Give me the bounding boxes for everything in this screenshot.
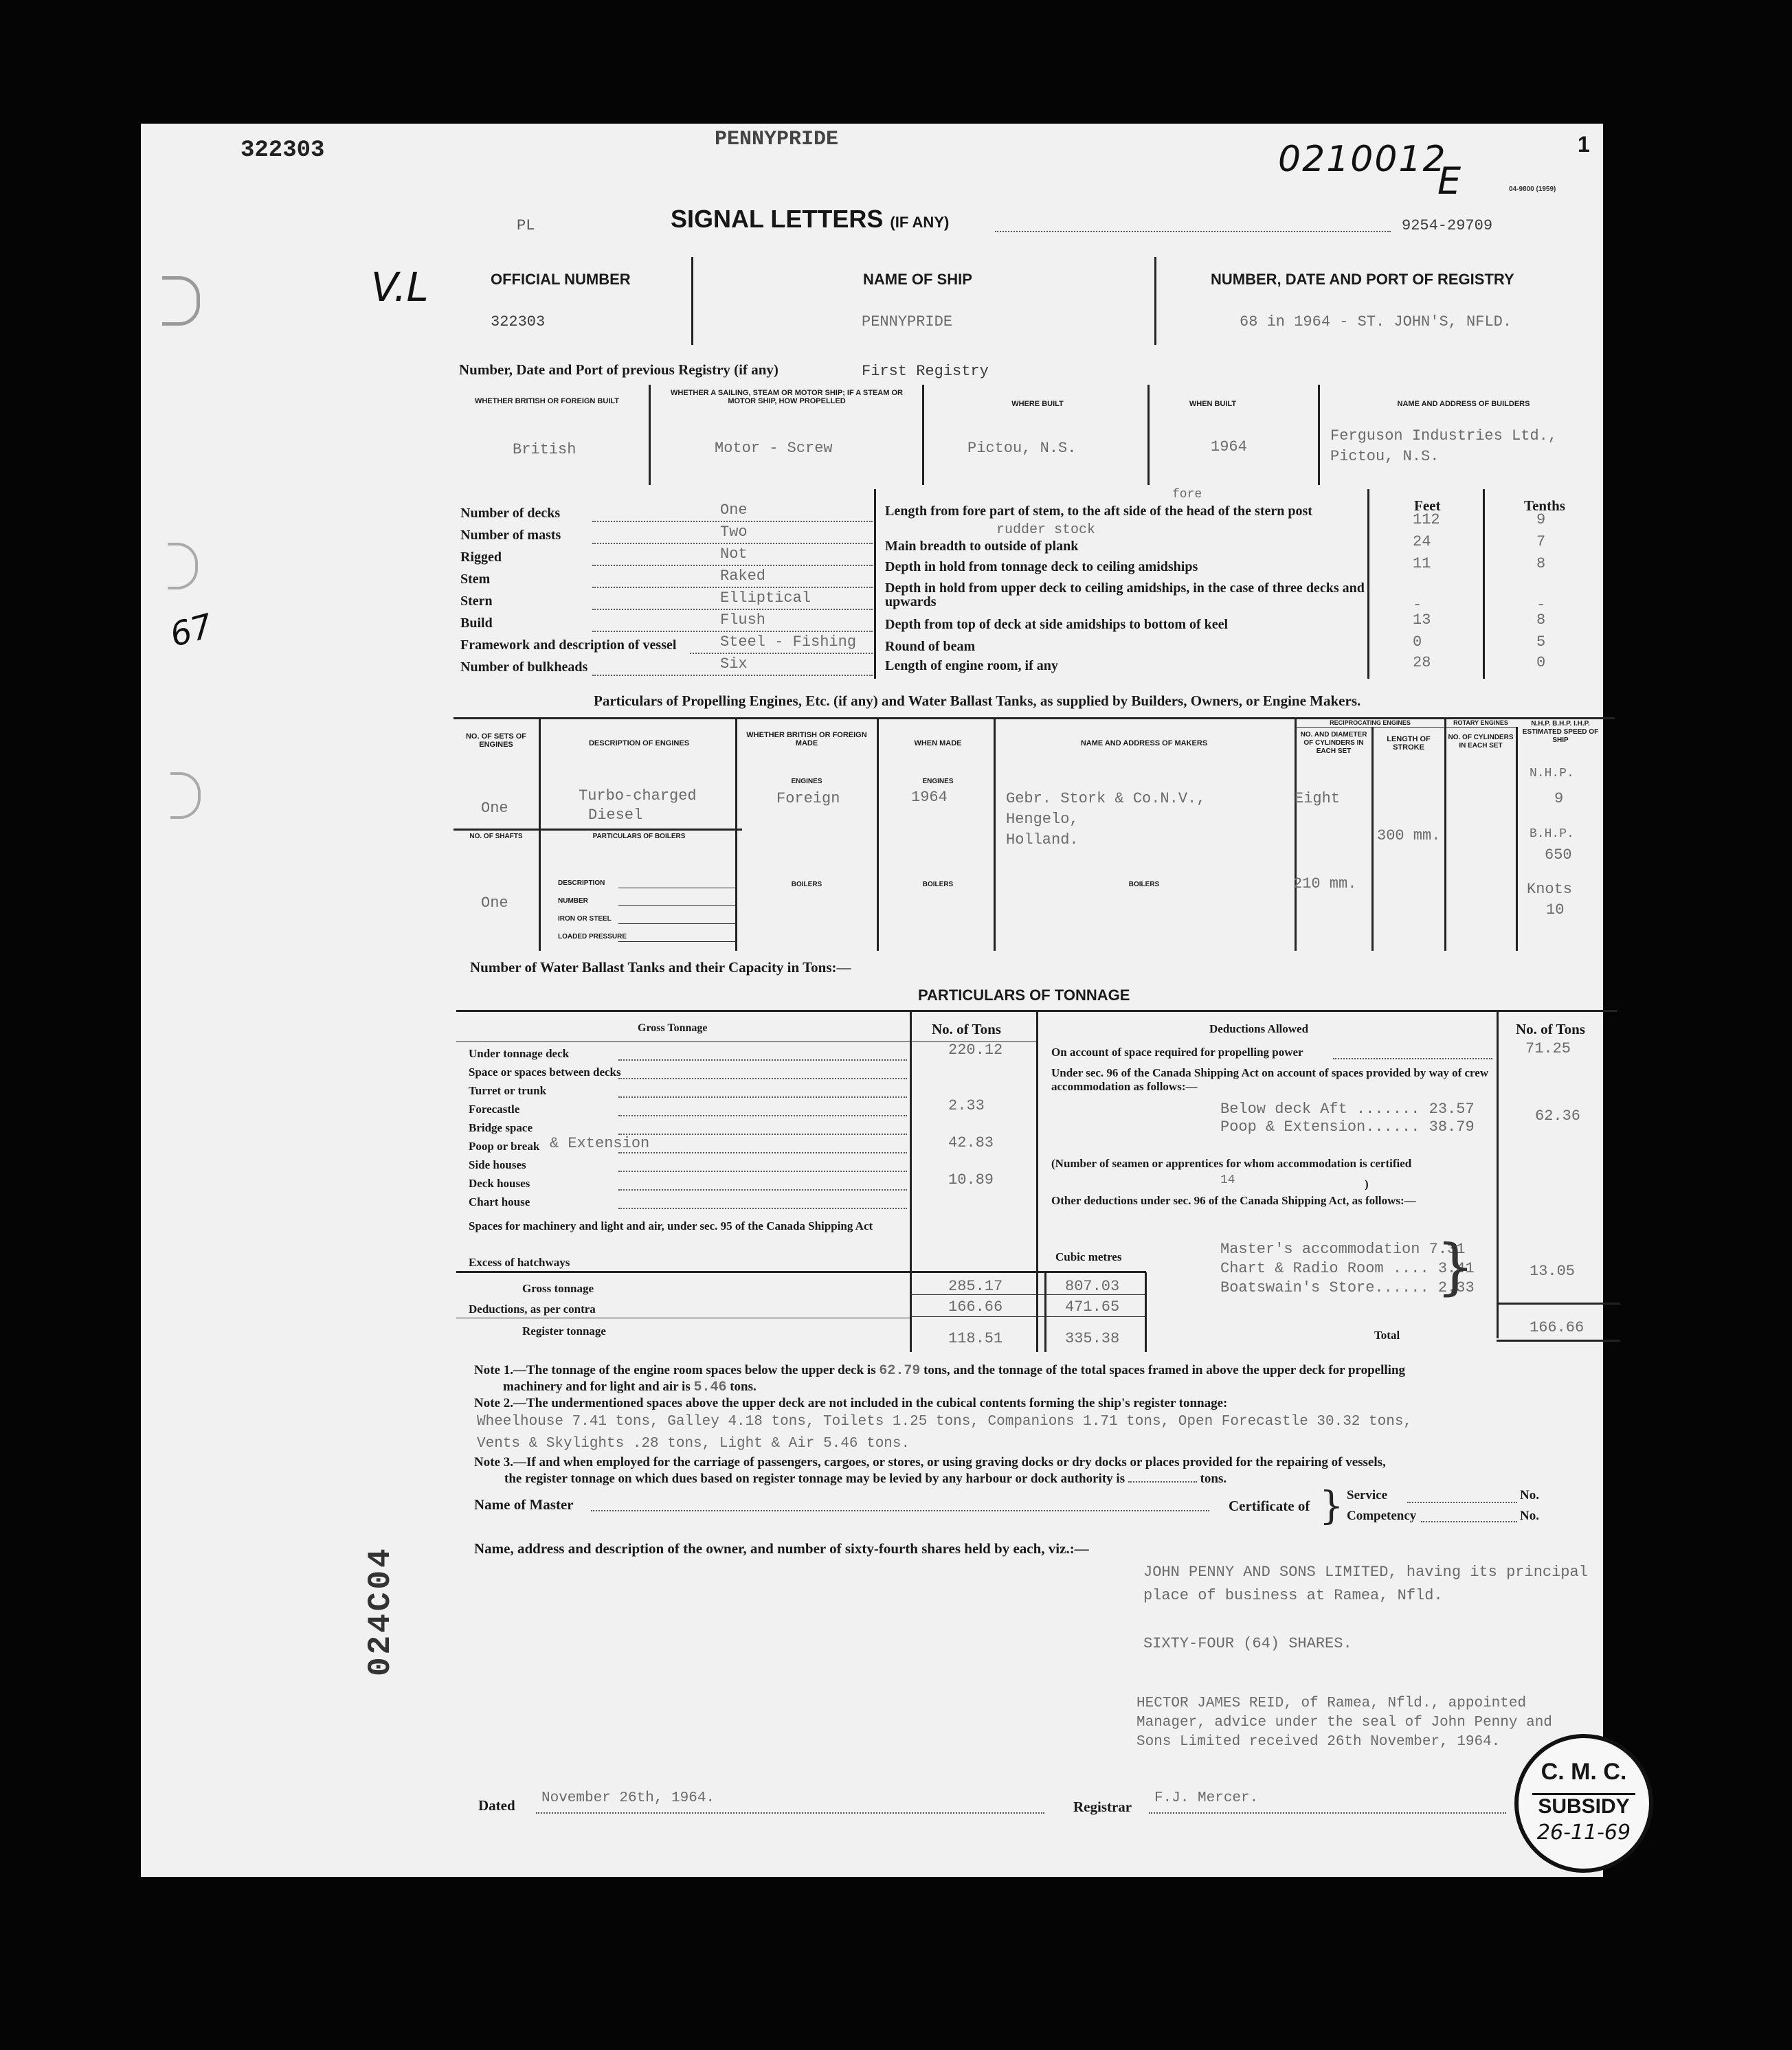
particular-feet: 13 bbox=[1413, 611, 1431, 629]
particular-dimension-label: Length of engine room, if any bbox=[885, 658, 1058, 673]
poop-insert: & Extension bbox=[550, 1135, 650, 1152]
particular-tenths: 5 bbox=[1536, 633, 1546, 651]
punch-hole-1 bbox=[162, 276, 200, 326]
particular-label: Rigged bbox=[460, 550, 502, 565]
feet-label: Feet bbox=[1414, 497, 1441, 514]
gross-row-label: Bridge space bbox=[469, 1121, 533, 1134]
engines-header-makers: NAME AND ADDRESS OF MAKERS bbox=[1080, 739, 1208, 747]
signal-value: 9254-29709 bbox=[1402, 217, 1493, 234]
boilers-sub-when: BOILERS bbox=[922, 881, 954, 888]
particular-value: Raked bbox=[720, 567, 766, 585]
particular-value: Elliptical bbox=[720, 589, 811, 607]
boiler-row-label: IRON OR STEEL bbox=[558, 915, 612, 923]
gross-row-label: Space or spaces between decks bbox=[469, 1066, 621, 1079]
particular-dimension-label: Length from fore part of stem, to the aft side of the head of the stern post bbox=[885, 504, 1312, 519]
particular-feet: 24 bbox=[1413, 533, 1431, 550]
machinery-label: Spaces for machinery and light and air, under sec. 95 of the Canada Shipping Act bbox=[469, 1219, 873, 1232]
dated-label: Dated bbox=[478, 1797, 515, 1814]
particular-dimension-label: Depth in hold from tonnage deck to ceiling amidships bbox=[885, 559, 1198, 574]
particular-feet: 11 bbox=[1413, 555, 1431, 572]
other-2: Chart & Radio Room .... 3.41 bbox=[1220, 1260, 1475, 1277]
engines-header-desc: DESCRIPTION OF ENGINES bbox=[588, 739, 690, 747]
owner-label: Name, address and description of the owner, and number of sixty-fourth shares held by each, viz.:— bbox=[474, 1540, 1089, 1557]
engines-bhp-label: B.H.P. bbox=[1530, 827, 1574, 841]
ship-name: PENNYPRIDE bbox=[862, 313, 953, 330]
particular-dimension-label: Main breadth to outside of plank bbox=[885, 539, 1079, 554]
engines-made: Foreign bbox=[776, 790, 840, 807]
margin-initials: V.L bbox=[371, 264, 429, 311]
tons-header-right: No. of Tons bbox=[1516, 1021, 1585, 1037]
engines-section-title: Particulars of Propelling Engines, Etc. (if any) and Water Ballast Tanks, as supplied by Builders, Owners, or Engine Makers. bbox=[594, 692, 1361, 709]
boiler-row-label: NUMBER bbox=[558, 897, 588, 905]
owner-line2: place of business at Ramea, Nfld. bbox=[1143, 1587, 1443, 1604]
gross-row-label: Deck houses bbox=[469, 1177, 530, 1190]
particular-tenths: 8 bbox=[1536, 555, 1546, 572]
engines-sub-british: ENGINES bbox=[791, 778, 822, 785]
handwritten-mark: E bbox=[1437, 159, 1461, 203]
particular-dimension-label: Depth from top of deck at side amidships to bottom of keel bbox=[885, 617, 1229, 632]
engines-header-boilers: PARTICULARS OF BOILERS bbox=[592, 833, 686, 840]
particular-value: Steel - Fishing bbox=[720, 633, 857, 651]
particular-feet: - bbox=[1413, 596, 1422, 613]
official-number-label: OFFICIAL NUMBER bbox=[491, 271, 631, 288]
engines-header-rotcyl: NO. OF CYLINDERS IN EACH SET bbox=[1448, 734, 1514, 750]
engines-maker-2: Hengelo, bbox=[1006, 811, 1079, 828]
registrar-value: F.J. Mercer. bbox=[1154, 1790, 1259, 1806]
tonnage-title: PARTICULARS OF TONNAGE bbox=[918, 987, 1130, 1004]
engines-header-when: WHEN MADE bbox=[914, 739, 962, 747]
total-label: Total bbox=[1374, 1329, 1400, 1342]
cubic-label: Cubic metres bbox=[1055, 1250, 1122, 1263]
particular-label: Stern bbox=[460, 594, 493, 609]
particular-feet: 28 bbox=[1413, 654, 1431, 671]
engines-desc-1: Turbo-charged bbox=[579, 787, 697, 804]
gross-row-label: Side houses bbox=[469, 1158, 526, 1171]
particular-tenths: - bbox=[1536, 596, 1546, 613]
boilers-sub-makers: BOILERS bbox=[1128, 881, 1160, 888]
note1-line2: machinery and for light and air is 5.46 tons. bbox=[503, 1379, 757, 1395]
total: 166.66 bbox=[1530, 1319, 1584, 1336]
fore-insert: fore bbox=[1172, 488, 1202, 502]
other-3: Boatswain's Store...... 2.33 bbox=[1220, 1279, 1475, 1296]
other-brace: } bbox=[1436, 1231, 1475, 1302]
dated-value: November 26th, 1964. bbox=[541, 1790, 715, 1806]
particular-label: Build bbox=[460, 616, 493, 631]
particular-tenths: 7 bbox=[1536, 533, 1546, 550]
deductions-header: Deductions Allowed bbox=[1209, 1022, 1309, 1035]
engines-speed: 10 bbox=[1546, 901, 1565, 919]
particular-dimension-label: Depth in hold from upper deck to ceiling amidships, in the case of three decks and upwards bbox=[885, 581, 1365, 609]
seamen: 14 bbox=[1220, 1173, 1235, 1187]
hatchways-label: Excess of hatchways bbox=[469, 1256, 570, 1269]
official-number: 322303 bbox=[491, 313, 546, 330]
tenths-label: Tenths bbox=[1524, 497, 1565, 514]
note2-typed-1: Wheelhouse 7.41 tons, Galley 4.18 tons, Toilets 1.25 tons, Companions 1.71 tons, Open Forecastle 30.32 tons, bbox=[477, 1414, 1413, 1430]
engines-header-british: WHETHER BRITISH OR FOREIGN MADE bbox=[746, 731, 867, 747]
cmc-subsidy-stamp: C. M. C. SUBSIDY 26-11-69 bbox=[1514, 1734, 1653, 1873]
particular-value: Flush bbox=[720, 611, 766, 629]
gross-tonnage-label: Gross tonnage bbox=[522, 1282, 594, 1295]
particular-value: Six bbox=[720, 655, 748, 673]
other-1: Master's accommodation 7.31 bbox=[1220, 1241, 1466, 1258]
particular-feet: 0 bbox=[1413, 633, 1422, 651]
manager-line2: Manager, advice under the seal of John Penny and bbox=[1136, 1715, 1552, 1731]
gross-row-value: 220.12 bbox=[948, 1041, 1003, 1059]
build-header-british: WHETHER BRITISH OR FOREIGN BUILT bbox=[474, 397, 619, 405]
header-ship-name: PENNYPRIDE bbox=[715, 128, 839, 151]
gross-m3: 807.03 bbox=[1065, 1278, 1120, 1295]
ship-name-label: NAME OF SHIP bbox=[863, 271, 972, 288]
particular-tenths: 0 bbox=[1536, 654, 1546, 671]
build-header-when: WHEN BUILT bbox=[1189, 400, 1237, 408]
build-builders-2: Pictou, N.S. bbox=[1330, 448, 1440, 465]
gross-header: Gross Tonnage bbox=[638, 1022, 708, 1034]
crew-1: Below deck Aft ....... 23.57 bbox=[1220, 1101, 1475, 1118]
other-total: 13.05 bbox=[1530, 1263, 1576, 1280]
previous-registry-label: Number, Date and Port of previous Registry (if any) bbox=[459, 361, 779, 378]
competency-label: Competency bbox=[1347, 1509, 1417, 1523]
build-header-propulsion: WHETHER A SAILING, STEAM OR MOTOR SHIP; IF A STEAM OR MOTOR SHIP, HOW PROPELLED bbox=[671, 389, 903, 405]
engines-diameter: 210 mm. bbox=[1293, 875, 1357, 892]
boiler-row-label: LOADED PRESSURE bbox=[558, 933, 627, 940]
manager-line3: Sons Limited received 26th November, 1964. bbox=[1136, 1734, 1501, 1750]
register-tons: 118.51 bbox=[948, 1330, 1003, 1347]
master-label: Name of Master bbox=[474, 1496, 574, 1513]
particular-value: Not bbox=[720, 545, 748, 563]
engines-sets: One bbox=[481, 800, 508, 817]
gross-tons: 285.17 bbox=[948, 1278, 1003, 1295]
seamen-label: (Number of seamen or apprentices for whom accommodation is certified bbox=[1051, 1157, 1412, 1170]
ballast-label: Number of Water Ballast Tanks and their Capacity in Tons:— bbox=[470, 959, 851, 976]
tons-header-left: No. of Tons bbox=[932, 1021, 1001, 1037]
owner-shares: SIXTY-FOUR (64) SHARES. bbox=[1143, 1635, 1352, 1652]
deductions-label: Deductions, as per contra bbox=[469, 1303, 596, 1316]
engines-stroke: 300 mm. bbox=[1377, 827, 1441, 844]
build-builders-1: Ferguson Industries Ltd., bbox=[1330, 427, 1558, 444]
certificate-label: Certificate of bbox=[1229, 1498, 1310, 1514]
engines-speed-label: Knots bbox=[1527, 881, 1573, 898]
deduction-m3: 471.65 bbox=[1065, 1298, 1120, 1316]
code-left: PL bbox=[517, 217, 535, 234]
particular-label: Number of masts bbox=[460, 528, 561, 543]
build-propulsion: Motor - Screw bbox=[715, 440, 833, 457]
build-british: British bbox=[513, 441, 576, 458]
engines-header-rotary: ROTARY ENGINES bbox=[1453, 719, 1508, 726]
gross-row-value: 2.33 bbox=[948, 1097, 985, 1114]
registry-port-label: NUMBER, DATE AND PORT OF REGISTRY bbox=[1211, 271, 1514, 288]
deduction-tons: 166.66 bbox=[948, 1298, 1003, 1316]
rudder-stock-typed: rudder stock bbox=[996, 522, 1096, 538]
service-label: Service bbox=[1347, 1488, 1388, 1502]
side-number: 024C04 bbox=[363, 1546, 399, 1676]
engines-when: 1964 bbox=[911, 789, 948, 806]
note2: Note 2.—The undermentioned spaces above the upper deck are not included in the cubical contents forming the ship's register tonnage: bbox=[474, 1396, 1228, 1410]
register-label: Register tonnage bbox=[522, 1325, 606, 1338]
gross-row-label: Poop or break bbox=[469, 1140, 540, 1153]
particular-tenths: 8 bbox=[1536, 611, 1546, 629]
signal-letters-title: SIGNAL LETTERS (IF ANY) bbox=[671, 205, 950, 233]
note3: Note 3.—If and when employed for the carriage of passengers, cargoes, or stores, or using graving docks or dry docks or places provided for the repairing of vessels, bbox=[474, 1455, 1386, 1469]
engines-header-recip: RECIPROCATING ENGINES bbox=[1330, 719, 1411, 726]
particular-dimension-label: Round of beam bbox=[885, 639, 976, 654]
note1: Note 1.—The tonnage of the engine room spaces below the upper deck is 62.79 tons, and the tonnage of the total spaces framed in above the upper deck for propelling bbox=[474, 1363, 1406, 1379]
ded-sec96-label: Under sec. 96 of the Canada Shipping Act on account of spaces provided by way of crew accommodation as follows:— bbox=[1051, 1066, 1489, 1093]
note2-typed-2: Vents & Skylights .28 tons, Light & Air 5.46 tons. bbox=[477, 1436, 910, 1452]
ded-propelling: 71.25 bbox=[1525, 1040, 1571, 1057]
margin-mark: 67 bbox=[166, 607, 217, 655]
build-when: 1964 bbox=[1211, 438, 1247, 455]
service-no: No. bbox=[1520, 1488, 1539, 1502]
engines-nhp: 9 bbox=[1554, 790, 1564, 807]
engines-maker-3: Holland. bbox=[1006, 831, 1079, 848]
gross-row-label: Forecastle bbox=[469, 1103, 520, 1116]
manager-line1: HECTOR JAMES REID, of Ramea, Nfld., appointed bbox=[1136, 1696, 1527, 1711]
particular-value: One bbox=[720, 502, 748, 519]
engines-cylinders: Eight bbox=[1295, 790, 1341, 807]
engines-nhp-label: N.H.P. bbox=[1530, 767, 1574, 780]
engines-bhp: 650 bbox=[1545, 846, 1572, 864]
build-header-builders: NAME AND ADDRESS OF BUILDERS bbox=[1397, 400, 1530, 408]
engines-header-stroke: LENGTH OF STROKE bbox=[1387, 735, 1431, 752]
particular-label: Number of bulkheads bbox=[460, 660, 588, 675]
certificate-brace: } bbox=[1319, 1484, 1344, 1529]
form-code: 04-9800 (1959) bbox=[1509, 185, 1556, 193]
note3-line2: the register tonnage on which dues based on register tonnage may be levied by any harbour or dock authority is tons. bbox=[504, 1472, 1227, 1486]
previous-registry: First Registry bbox=[862, 363, 989, 380]
build-header-where: WHERE BUILT bbox=[1011, 400, 1064, 408]
crew-total: 62.36 bbox=[1535, 1107, 1581, 1125]
gross-row-label: Turret or trunk bbox=[469, 1084, 547, 1097]
engines-header-power: N.H.P. B.H.P. I.H.P. ESTIMATED SPEED OF SHIP bbox=[1522, 720, 1599, 744]
boiler-row-label: DESCRIPTION bbox=[558, 879, 605, 887]
registrar-label: Registrar bbox=[1073, 1799, 1132, 1815]
ded-propelling-label: On account of space required for propelling power bbox=[1051, 1046, 1303, 1059]
particular-value: Two bbox=[720, 523, 748, 541]
engines-header-shafts: NO. OF SHAFTS bbox=[469, 833, 523, 840]
build-where: Pictou, N.S. bbox=[967, 440, 1077, 457]
gross-row-label: Under tonnage deck bbox=[469, 1047, 570, 1060]
page-number: 1 bbox=[1578, 132, 1590, 157]
crew-2: Poop & Extension...... 38.79 bbox=[1220, 1118, 1475, 1136]
boilers-sub-british: BOILERS bbox=[791, 881, 822, 888]
engines-header-cylinders: NO. AND DIAMETER OF CYLINDERS IN EACH SET bbox=[1300, 731, 1367, 755]
engines-desc-2: Diesel bbox=[588, 807, 643, 824]
particular-label: Number of decks bbox=[460, 506, 561, 521]
particular-label: Framework and description of vessel bbox=[460, 638, 677, 653]
particular-tenths: 9 bbox=[1536, 511, 1546, 528]
header-number: 322303 bbox=[240, 137, 325, 164]
registry-port: 68 in 1964 - ST. JOHN'S, NFLD. bbox=[1240, 313, 1512, 330]
engines-maker-1: Gebr. Stork & Co.N.V., bbox=[1006, 790, 1206, 807]
gross-row-label: Chart house bbox=[469, 1195, 530, 1208]
register-m3: 335.38 bbox=[1065, 1330, 1120, 1347]
engines-shafts: One bbox=[481, 894, 508, 912]
owner-line1: JOHN PENNY AND SONS LIMITED, having its principal bbox=[1143, 1564, 1588, 1581]
particular-label: Stem bbox=[460, 572, 491, 587]
register-page bbox=[141, 124, 1603, 1877]
gross-row-value: 42.83 bbox=[948, 1134, 994, 1151]
other-label: Other deductions under sec. 96 of the Canada Shipping Act, as follows:— bbox=[1051, 1194, 1416, 1207]
gross-row-value: 10.89 bbox=[948, 1171, 994, 1189]
engines-sub-when: ENGINES bbox=[922, 778, 954, 785]
particular-feet: 112 bbox=[1413, 511, 1440, 528]
handwritten-number: 0210012 bbox=[1278, 139, 1447, 180]
competency-no: No. bbox=[1520, 1509, 1539, 1523]
engines-header-sets: NO. OF SETS OF ENGINES bbox=[465, 732, 526, 749]
seamen-close: ) bbox=[1365, 1178, 1369, 1191]
